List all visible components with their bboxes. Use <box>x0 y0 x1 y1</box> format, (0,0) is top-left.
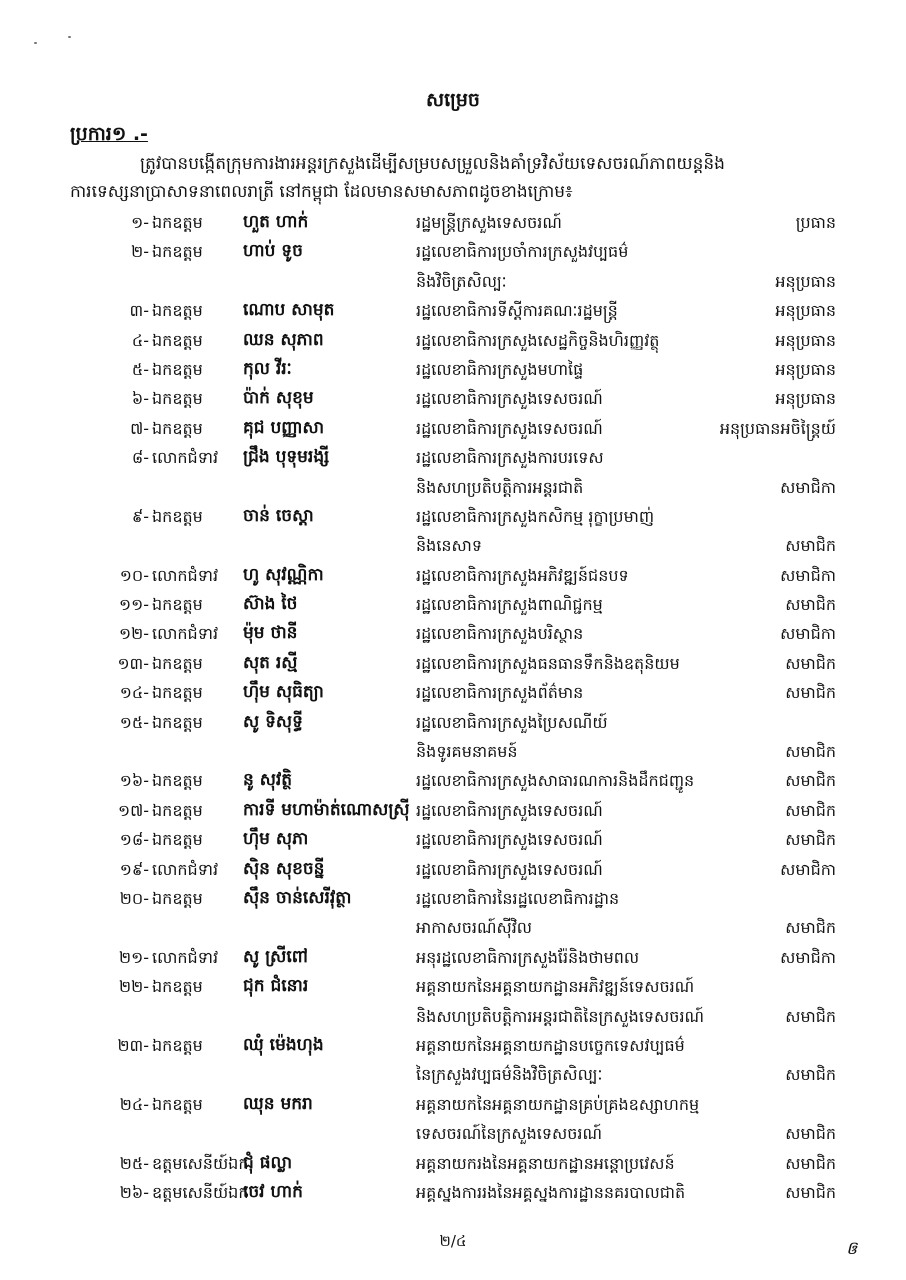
member-position: រដ្ឋលេខាធិការក្រសួងទេសចរណ៍ <box>416 859 603 879</box>
member-row <box>0 884 906 913</box>
member-role: សមាជិក <box>785 1124 836 1144</box>
member-row <box>0 678 906 707</box>
member-position: និងវិចិត្រសិល្បៈ <box>416 271 507 291</box>
member-position: អគ្គនាយករងនៃអគ្គនាយកដ្ឋានអន្តោប្រវេសន៍ <box>416 1153 675 1173</box>
member-rank: ឯកឧត្តម <box>152 888 203 908</box>
member-row <box>0 473 906 502</box>
member-number: ១- <box>131 213 149 232</box>
member-role: អនុប្រធាន <box>775 301 836 321</box>
member-name: ប៉ាក់ សុខុម <box>243 388 314 409</box>
member-number: ១៣- <box>117 653 149 673</box>
member-row <box>0 384 906 413</box>
member-number: ១៨- <box>119 830 149 850</box>
member-rank: ឯកឧត្តម <box>152 712 203 732</box>
member-name: ហ៊ឹម សុធិត្យា <box>243 682 324 703</box>
member-row <box>0 267 906 296</box>
member-position: រដ្ឋលេខាធិការក្រសួងទេសចរណ៍ <box>416 418 603 438</box>
intro-line: ការទេស្សនាប្រាសាទនាពេលរាត្រី នៅកម្ពុជា ដែលមានសមាសភាពដូចខាងក្រោម៖ <box>70 182 573 202</box>
member-name: ជ្រឹង បុទុមរង្សី <box>243 447 330 468</box>
member-name: ឈុំ ម៉េងហុង <box>243 1034 324 1055</box>
member-number: ៤- <box>131 330 149 350</box>
member-name: សុត រស្មី <box>243 652 298 673</box>
member-position: រដ្ឋលេខាធិការក្រសួងសេដ្ឋកិច្ចនិងហិរញ្ញវត្ថុ <box>416 330 660 350</box>
member-role: សមាជិក <box>785 1065 836 1085</box>
page-number: ២/៤ <box>439 1232 467 1250</box>
member-row <box>0 237 906 266</box>
member-name: គុជ បញ្ញាសា <box>243 417 325 438</box>
member-rank: លោកជំទាវ <box>152 448 219 468</box>
member-rank: ឯកឧត្តម <box>152 1035 203 1055</box>
member-number: ១៧- <box>117 800 149 820</box>
member-position: រដ្ឋលេខាធិការទីស្តីការគណៈរដ្ឋមន្ត្រី <box>416 301 618 321</box>
member-row <box>0 355 906 384</box>
member-rank: ឯកឧត្តម <box>152 800 203 820</box>
member-number: ២២- <box>119 977 149 997</box>
member-position: រដ្ឋលេខាធិការក្រសួងការបរទេស <box>416 448 604 468</box>
member-name: ចាន់ ចេស្តា <box>243 505 314 526</box>
member-number: ១៥- <box>119 712 149 732</box>
member-number: ២៣- <box>117 1035 149 1055</box>
member-role: អនុប្រធាន <box>775 271 836 291</box>
member-number: ៦- <box>131 389 149 409</box>
member-rank: ឯកឧត្តម <box>152 242 203 262</box>
member-name: ហួត ហាក់ <box>243 212 309 232</box>
member-position: រដ្ឋមន្ត្រីក្រសួងទេសចរណ៍ <box>416 213 562 232</box>
member-position: អគ្គនាយកនៃអគ្គនាយកដ្ឋានអភិវឌ្ឍន៍ទេសចរណ៍ <box>416 977 695 997</box>
member-rank: លោកជំទាវ <box>152 565 219 585</box>
member-role: សមាជិក <box>785 595 836 615</box>
member-rank: ឯកឧត្តម <box>152 771 203 791</box>
member-name: សូ ស្រីពៅ <box>243 946 308 967</box>
member-rank: ឯកឧត្តម <box>152 595 203 615</box>
member-name: ចេវ ហាក់ <box>243 1181 303 1202</box>
member-row <box>0 737 906 766</box>
member-row <box>0 326 906 355</box>
member-row <box>0 414 906 443</box>
member-row <box>0 1178 906 1207</box>
member-number: ១៩- <box>119 859 149 879</box>
member-position: និងសហប្រតិបត្តិការអន្តរជាតិនៃក្រសួងទេសចរណ៍ <box>416 1006 705 1026</box>
member-number: ២៤- <box>119 1094 149 1114</box>
member-role: សមាជិកា <box>780 947 836 967</box>
member-name: ម៉ុម ថានី <box>243 623 298 644</box>
member-rank: ឯកឧត្តម <box>152 1094 203 1114</box>
member-role: សមាជិក <box>785 742 836 762</box>
member-rank: ឯកឧត្តម <box>152 330 203 350</box>
member-position: ទេសចរណ៍នៃក្រសួងទេសចរណ៍ <box>416 1124 603 1144</box>
member-role: សមាជិក <box>785 653 836 673</box>
member-name: ការទី មហាម៉ាត់ណោសស៊្រី <box>243 799 410 820</box>
scan-speck <box>68 36 71 38</box>
member-row <box>0 913 906 942</box>
member-row <box>0 708 906 737</box>
member-rank: ឯកឧត្តម <box>152 653 203 673</box>
member-number: ២០- <box>119 888 149 908</box>
member-role: សមាជិក <box>785 683 836 703</box>
member-rank: ឯកឧត្តម <box>152 301 203 321</box>
member-position: រដ្ឋលេខាធិការក្រសួងសាធារណការនិងដឹកជញ្ជូន <box>416 771 695 791</box>
member-number: ១០- <box>119 565 149 585</box>
member-position: រដ្ឋលេខាធិការក្រសួងធនធានទឹកនិងឧតុនិយម <box>416 653 680 673</box>
member-role: សមាជិកា <box>780 477 836 497</box>
member-row <box>0 502 906 531</box>
member-role: ប្រធាន <box>795 213 836 232</box>
member-row <box>0 1090 906 1119</box>
member-name: សូ ទិសុទ្ធី <box>243 711 303 732</box>
member-name: នូ សុវត្ថិ <box>243 770 293 791</box>
member-name: ឈន សុភាព <box>243 329 324 350</box>
member-number: ១៦- <box>119 771 149 791</box>
member-name: ហាប់ ទូច <box>243 241 303 262</box>
member-rank: ឯកឧត្តម <box>152 977 203 997</box>
member-number: ២- <box>131 242 149 262</box>
member-row <box>0 296 906 325</box>
member-number: ៣- <box>129 301 149 321</box>
member-name: ហ៊ឹម សុភា <box>243 829 309 850</box>
member-rank: ឯកឧត្តម <box>152 418 203 438</box>
member-number: ២៦- <box>119 1182 149 1202</box>
member-rank: ឯកឧត្តម <box>152 683 203 703</box>
document-title: សម្រេច <box>426 89 480 111</box>
member-row <box>0 1119 906 1148</box>
member-role: សមាជិក <box>785 771 836 791</box>
member-role: អនុប្រធាន <box>775 330 836 350</box>
member-role: សមាជិកា <box>780 624 836 644</box>
member-number: ១៤- <box>119 683 149 703</box>
member-role: សមាជិក <box>785 536 836 556</box>
member-position: និងនេសាទ <box>416 536 483 556</box>
article-heading: ប្រការ១ .- <box>70 123 148 145</box>
member-rank: ឯកឧត្តម <box>152 213 203 232</box>
member-rank: ឧត្តមសេនីយ៍ឯក <box>152 1182 249 1202</box>
member-role: អនុប្រធាន <box>775 389 836 409</box>
member-number: ២១- <box>119 947 149 967</box>
member-role: សមាជិក <box>785 1153 836 1173</box>
member-position: រដ្ឋលេខាធិការក្រសួងអភិវឌ្ឍន៍ជនបទ <box>416 565 629 585</box>
member-number: ៨- <box>131 448 149 468</box>
intro-line: ត្រូវបានបង្កើតក្រុមការងារអន្តរក្រសួងដើម្បីសម្របសម្រួលនិងគាំទ្រវិស័យទេសចរណ៍ភាពយន្តនិង <box>140 154 725 174</box>
member-role: សមាជិកា <box>780 565 836 585</box>
member-row <box>0 443 906 472</box>
member-row <box>0 1060 906 1089</box>
member-role: សមាជិក <box>785 918 836 938</box>
member-number: ១១- <box>119 595 149 615</box>
member-row <box>0 561 906 590</box>
member-position: រដ្ឋលេខាធិការក្រសួងទេសចរណ៍ <box>416 800 603 820</box>
member-name: ស៊ិន សុខចន្នី <box>243 858 325 879</box>
member-position: អគ្គនាយកនៃអគ្គនាយកដ្ឋានគ្រប់គ្រងឧស្សាហកម្ម <box>416 1094 700 1114</box>
member-row <box>0 649 906 678</box>
member-position: រដ្ឋលេខាធិការប្រចាំការក្រសួងវប្បធម៌ <box>416 242 629 262</box>
member-rank: លោកជំទាវ <box>152 624 219 644</box>
member-rank: លោកជំទាវ <box>152 859 219 879</box>
member-position: រដ្ឋលេខាធិការក្រសួងព័ត៌មាន <box>416 683 584 703</box>
member-name: ហូ សុវណ្ណិកា <box>243 564 324 585</box>
member-number: ១២- <box>119 624 149 644</box>
member-role: សមាជិក <box>785 800 836 820</box>
member-number: ៩- <box>131 506 149 526</box>
intro-paragraph <box>70 150 830 206</box>
member-row <box>0 208 906 237</box>
member-position: រដ្ឋលេខាធិការក្រសួងកសិកម្ម រុក្ខាប្រមាញ់ <box>416 506 655 526</box>
member-position: រដ្ឋលេខាធិការនៃរដ្ឋលេខាធិការដ្ឋាន <box>416 888 620 908</box>
member-row <box>0 796 906 825</box>
member-row <box>0 1002 906 1031</box>
member-rank: លោកជំទាវ <box>152 947 219 967</box>
member-rank: ឯកឧត្តម <box>152 506 203 526</box>
member-position: រដ្ឋលេខាធិការក្រសួងពាណិជ្ជកម្ម <box>416 595 603 615</box>
member-position: រដ្ឋលេខាធិការក្រសួងទេសចរណ៍ <box>416 830 603 850</box>
member-name: ស៊ឹន ចាន់សេរីវុត្ថា <box>243 887 352 908</box>
member-name: ស៊ាង ថៃ <box>243 594 298 615</box>
member-position: រដ្ឋលេខាធិការក្រសួងបរិស្ថាន <box>416 624 584 644</box>
member-row <box>0 531 906 560</box>
member-number: ២៥- <box>119 1153 149 1173</box>
member-row <box>0 1149 906 1178</box>
member-name: ណោប សាមុត <box>243 300 335 321</box>
member-name: ជុក ជំនោរ <box>243 976 309 997</box>
member-row <box>0 855 906 884</box>
member-role: អនុប្រធានអចិន្ត្រៃយ៍ <box>719 418 836 438</box>
member-rank: ឯកឧត្តម <box>152 389 203 409</box>
member-position: រដ្ឋលេខាធិការក្រសួងទេសចរណ៍ <box>416 389 603 409</box>
member-number: ៥- <box>131 359 149 379</box>
member-position: រដ្ឋលេខាធិការក្រសួងប្រៃសណីយ៍ <box>416 712 608 732</box>
member-row <box>0 590 906 619</box>
member-row <box>0 972 906 1001</box>
member-position: នៃក្រសួងវប្បធម៌និងវិចិត្រសិល្បៈ <box>416 1065 603 1085</box>
member-name: ឈុន មករា <box>243 1093 313 1114</box>
member-rank: ឯកឧត្តម <box>152 359 203 379</box>
member-row <box>0 825 906 854</box>
member-row <box>0 1031 906 1060</box>
member-position: រដ្ឋលេខាធិការក្រសួងមហាផ្ទៃ <box>416 359 584 379</box>
member-position: និងសហប្រតិបត្តិការអន្តរជាតិ <box>416 477 584 497</box>
member-role: អនុប្រធាន <box>775 359 836 379</box>
member-list <box>0 208 906 1207</box>
member-position: អគ្គនាយកនៃអគ្គនាយកដ្ឋានបច្ចេកទេសវប្បធម៌ <box>416 1035 685 1055</box>
member-role: សមាជិក <box>785 1006 836 1026</box>
member-position: អាកាសចរណ៍ស៊ីវិល <box>416 918 533 938</box>
member-role: សមាជិក <box>785 830 836 850</box>
member-row <box>0 619 906 648</box>
scan-speck <box>34 42 37 44</box>
member-number: ៧- <box>130 418 149 438</box>
member-role: សមាជិកា <box>780 859 836 879</box>
member-row <box>0 766 906 795</box>
member-rank: ឧត្តមសេនីយ៍ឯក <box>152 1153 249 1173</box>
member-position: អនុរដ្ឋលេខាធិការក្រសួងរ៉ែនិងថាមពល <box>416 947 640 967</box>
member-name: កុល វីរៈ <box>243 358 292 379</box>
member-name: ជុំ ផល្លា <box>243 1152 293 1173</box>
member-rank: ឯកឧត្តម <box>152 830 203 850</box>
member-row <box>0 943 906 972</box>
member-position: និងទូរគមនាគមន៍ <box>416 742 518 762</box>
member-position: អគ្គស្នងការរងនៃអគ្គស្នងការដ្ឋាននគរបាលជាតិ <box>416 1182 686 1202</box>
member-role: សមាជិក <box>785 1182 836 1202</box>
margin-note: ឲ <box>846 1238 858 1259</box>
